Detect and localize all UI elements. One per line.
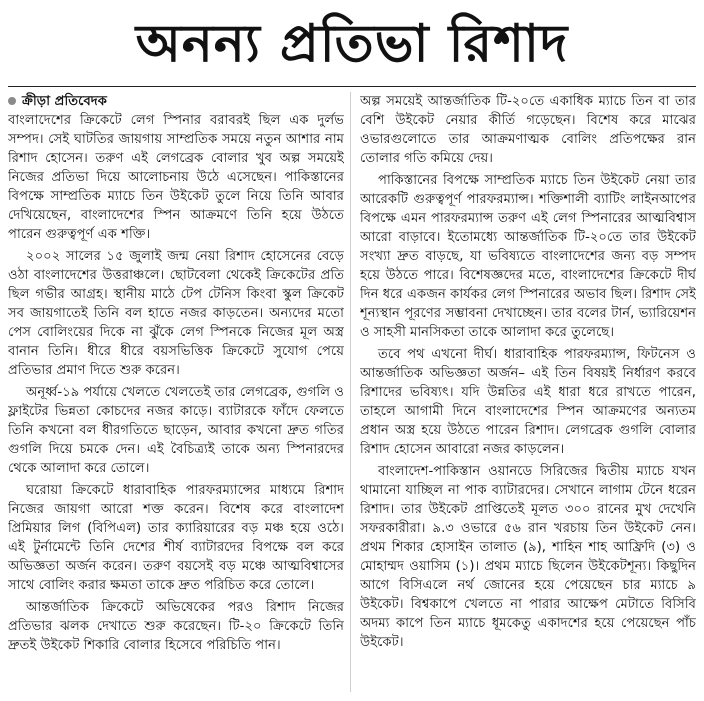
byline-text: ক্রীড়া প্রতিবেদক bbox=[22, 94, 107, 109]
bullet-icon bbox=[8, 97, 16, 105]
headline-rule bbox=[8, 86, 696, 87]
paragraph: আন্তর্জাতিক ক্রিকেটে অভিষেকের পরও রিশাদ নিজের প্রতিভার ঝলক দেখাতে শুরু করেছেন। টি-২০ ক্রিকেটে তিনি দ্রুতই উইকেট শিকারি বোলার হিসেবে পরিচিতি পান। bbox=[8, 600, 344, 653]
article-column-right bbox=[360, 92, 696, 696]
paragraph: বাংলাদেশের ক্রিকেটে লেগ স্পিনার বরাবরই ছিল এক দুর্লভ সম্পদ। সেই ঘাটতির জায়গায় সাম্প্রতিক সময়ে নতুন আশার নাম রিশাদ হোসেন। তরুণ এই লেগব্রেক বোলার খুব অল্প সময়েই নিজের প্রতিভা দিয়ে আলোচনায় উঠে এসেছেন। পাকিস্তানের বিপক্ষে সাম্প্রতিক ম্যাচে তিন উইকেট তুলে নিয়ে তিনি আবার দেখিয়েছেন, বাংলাদেশের স্পিন আক্রমণে তিনি হয়ে উঠতে পারেন গুরুত্বপূর্ণ এক শক্তি। bbox=[8, 113, 344, 242]
paragraph: বাংলাদেশ-পাকিস্তান ওয়ানডে সিরিজের দ্বিতীয় ম্যাচে যখন থামানো যাচ্ছিল না পাক ব্যাটারদের। সেখানে লাগাম টেনে ধরেন রিশাদ। তার উইকেট প্রাপ্তিতেই মূলত ৩০০ রানের মুখ দেখেনি সফরকারীরা। ৯.৩ ওভারে ৫৬ রান খরচায় তিন উইকেট নেন। প্রথম শিকার হোসাইন তালাত (৯), শাহিন শাহ আফ্রিদি (৩) ও মোহাম্মদ ওয়াসিম (১)। প্রথম ম্যাচে ছিলেন উইকেটশূন্য। কিছুদিন আগে বিসিএলে নর্থ জোনের হয়ে পেয়েছেন চার ম্যাচে ৯ উইকেট। বিশ্বকাপে খেলতে না পারার আক্ষেপ মেটাতে বিসিবি অদম্য কাপে তিন ম্যাচে ধূমকেতু একাদশের হয়ে পেয়েছেন পাঁচ উইকেট। bbox=[360, 464, 696, 650]
article-column-left bbox=[8, 92, 344, 696]
paragraph: অনূর্ধ্ব-১৯ পর্যায়ে খেলতে খেলতেই তার লেগব্রেক, গুগলি ও ফ্লাইটের ভিন্নতা কোচদের নজর কাড়ে। ব্যাটারকে ফাঁদে ফেলতে তিনি কখনো বল ধীরগতিতে ছাড়েন, আবার কখনো দ্রুত গতির গুগলি দিয়ে চমকে দেন। এই বৈচিত্র্যই তাকে অন্য স্পিনারদের থেকে আলাদা করে তোলে। bbox=[8, 385, 344, 476]
paragraph: অল্প সময়েই আন্তর্জাতিক টি-২০তে একাধিক ম্যাচে তিন বা তার বেশি উইকেট নেয়ার কীর্তি গড়েছেন। বিশেষ করে মাঝের ওভারগুলোতে তার আক্রমণাত্মক বোলিং প্রতিপক্ষের রান তোলার গতি কমিয়ে দেয়। bbox=[360, 94, 696, 166]
paragraph: তবে পথ এখনো দীর্ঘ। ধারাবাহিক পারফরম্যান্স, ফিটনেস ও আন্তর্জাতিক অভিজ্ঞতা অর্জন– এই তিন বিষয়ই নির্ধারণ করবে রিশাদের ভবিষ্যৎ। যদি উন্নতির এই ধারা ধরে রাখতে পারেন, তাহলে আগামী দিনে বাংলাদেশের স্পিন আক্রমণের অন্যতম প্রধান অস্ত্র হয়ে উঠতে পারেন রিশাদ। লেগব্রেক গুগলি বোলার রিশাদ হোসেন আবারো নজর কাড়লেন। bbox=[360, 347, 696, 457]
byline bbox=[8, 92, 344, 111]
paragraph: পাকিস্তানের বিপক্ষে সাম্প্রতিক ম্যাচে তিন উইকেট নেয়া তার আরেকটি গুরুত্বপূর্ণ পারফরম্যান্স। শক্তিশালী ব্যাটিং লাইনআপের বিপক্ষে এমন পারফরম্যান্স তরুণ এই লেগ স্পিনারের আত্মবিশ্বাস আরো বাড়াবে। ইতোমধ্যে আন্তর্জাতিক টি-২০তে তার উইকেট সংখ্যা দ্রুত বাড়ছে, যা ভবিষ্যতে বাংলাদেশের জন্য বড় সম্পদ হয়ে উঠতে পারে। বিশেষজ্ঞদের মতে, বাংলাদেশের ক্রিকেটে দীর্ঘ দিন ধরে একজন কার্যকর লেগ স্পিনারের অভাব ছিল। রিশাদ সেই শূন্যস্থান পূরণের সম্ভাবনা দেখাচ্ছেন। তার বলের টার্ন, ভ্যারিয়েশন ও সাহসী মানসিকতা তাকে আলাদা করে তুলেছে। bbox=[360, 173, 696, 340]
column-divider bbox=[350, 92, 351, 692]
headline: অনন্য প্রতিভা রিশাদ bbox=[135, 14, 569, 74]
paragraph: ঘরোয়া ক্রিকেটে ধারাবাহিক পারফরম্যান্সের মাধ্যমে রিশাদ নিজের জায়গা আরো শক্ত করেন। বিশেষ করে বাংলাদেশ প্রিমিয়ার লিগ (বিপিএল) তার ক্যারিয়ারের বড় মঞ্চ হয়ে ওঠে। এই টুর্নামেন্টে তিনি দেশের শীর্ষ ব্যাটারদের বিপক্ষে বল করে অভিজ্ঞতা অর্জন করেন। তরুণ বয়সেই বড় মঞ্চে আত্মবিশ্বাসের সাথে বোলিং করার ক্ষমতা তাকে দ্রুত পরিচিত করে তোলে। bbox=[8, 483, 344, 593]
paragraph: ২০০২ সালের ১৫ জুলাই জন্ম নেয়া রিশাদ হোসেনের বেড়ে ওঠা বাংলাদেশের উত্তরাঞ্চলে। ছোটবেলা থেকেই ক্রিকেটের প্রতি ছিল গভীর আগ্রহ। স্থানীয় মাঠে টেপ টেনিস কিংবা স্কুল ক্রিকেট সব জায়গাতেই তিনি বল হাতে নজর কাড়তেন। অন্যদের মতো পেস বোলিংয়ের দিকে না ঝুঁকে লেগ স্পিনকে নিজের মূল অস্ত্র বানান তিনি। ধীরে ধীরে বয়সভিত্তিক ক্রিকেটে সুযোগ পেয়ে প্রতিভার প্রমাণ দিতে শুরু করেন। bbox=[8, 249, 344, 378]
